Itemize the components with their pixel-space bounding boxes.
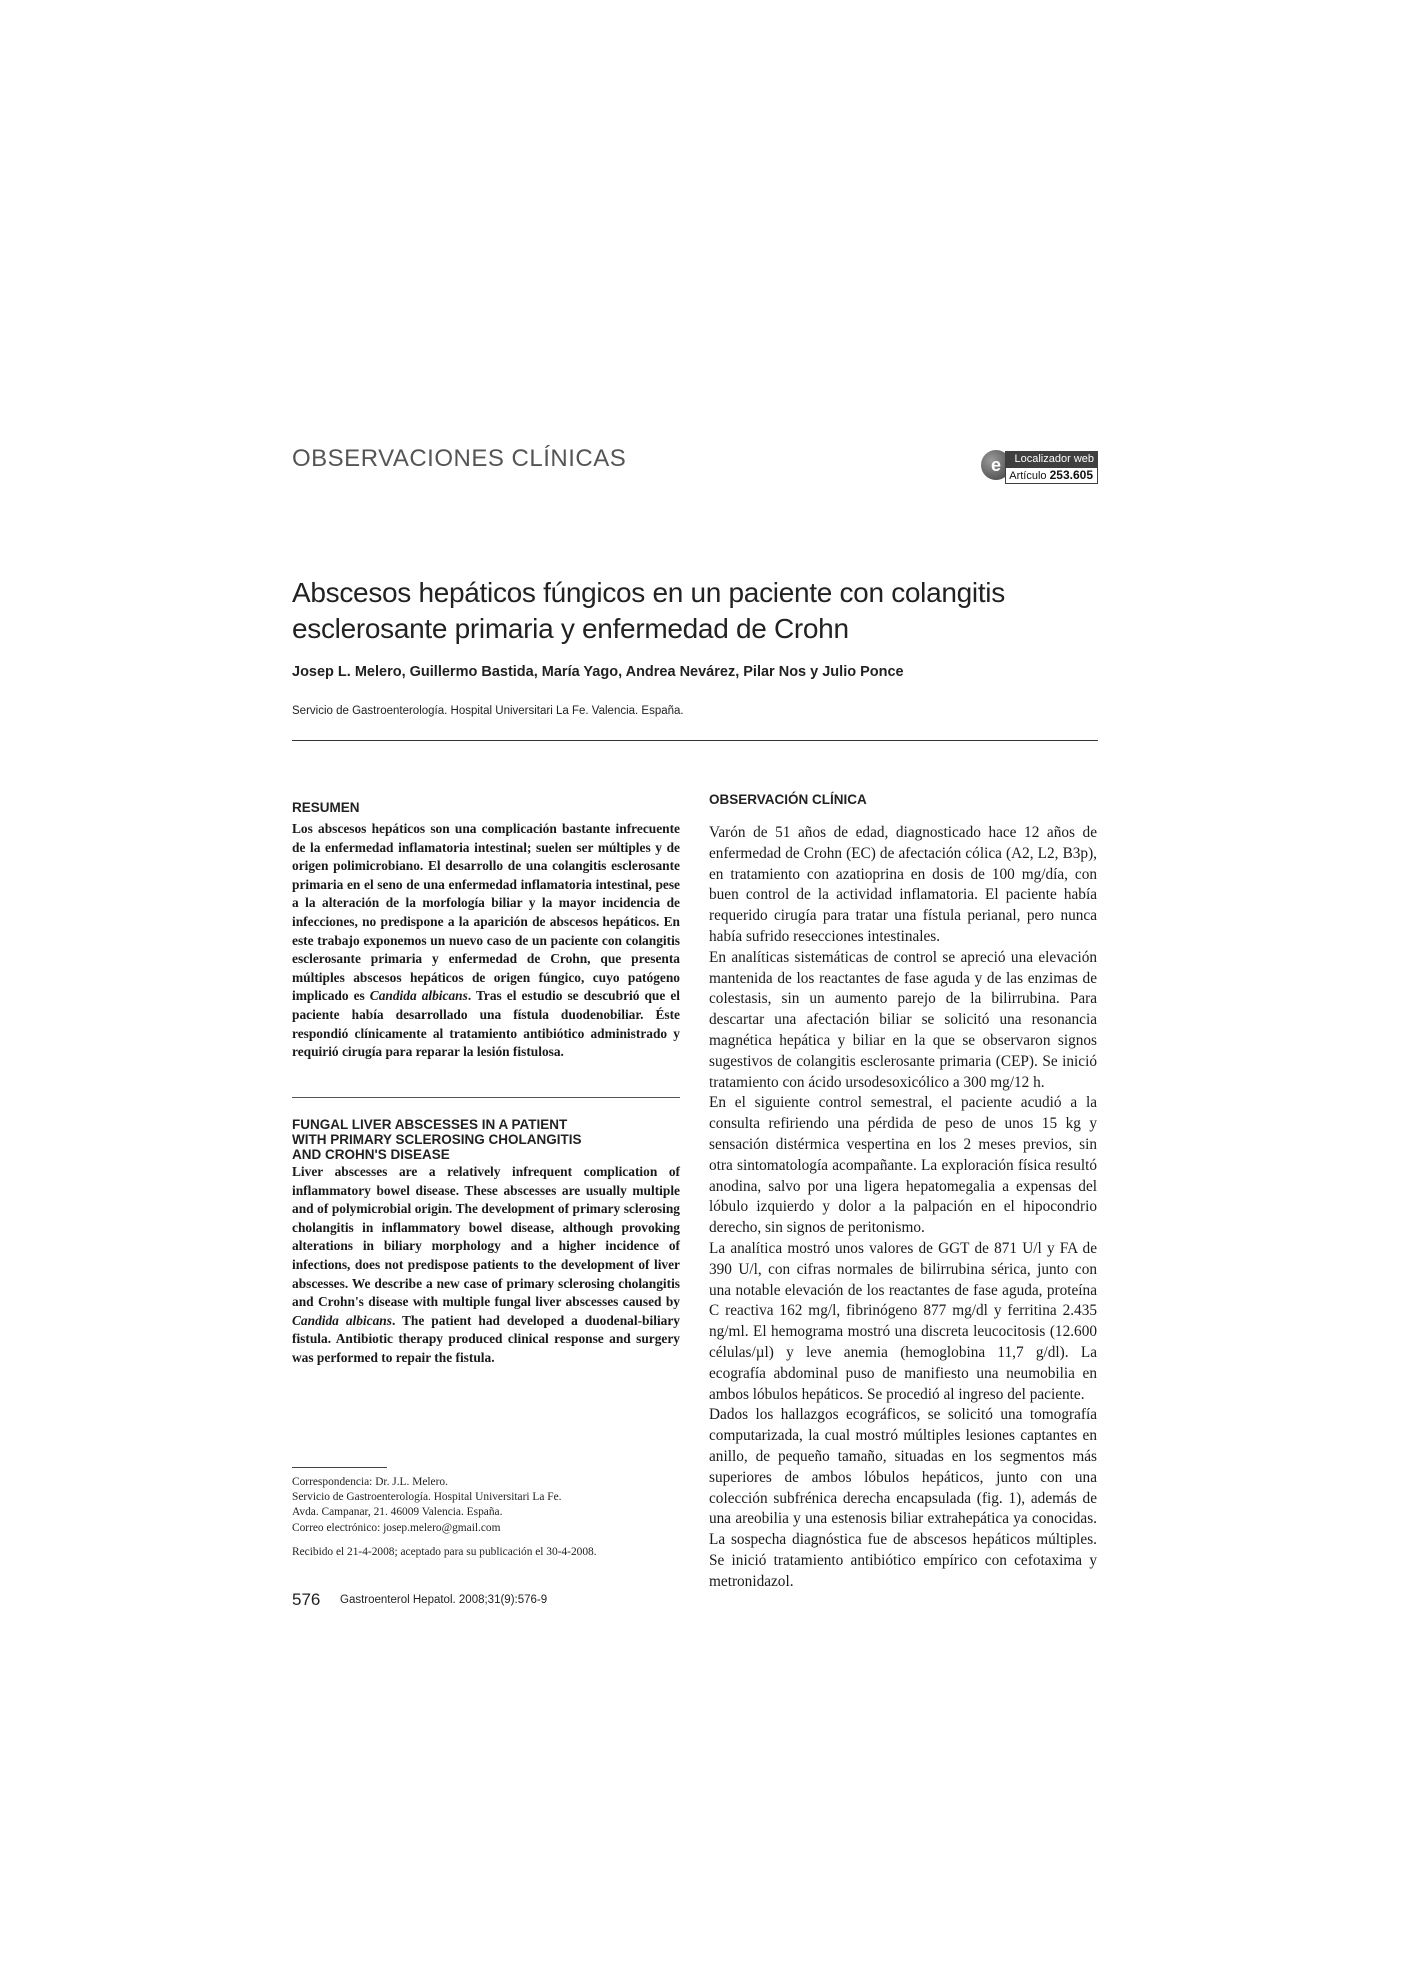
abstract-divider xyxy=(292,1097,680,1098)
observacion-body xyxy=(709,823,1097,1592)
body-paragraph: Dados los hallazgos ecográficos, se solicitó una tomografía computarizada, la cual mostró múltiples lesiones captantes en anillo, de pequeño tamaño, situadas en los segmentos más superiores de ambos lóbulos hepáticos, junto con una colección subfrénica derecha encapsulada (fig. 1), además de una areobilia y una estenosis biliar extrahepática ya conocidas. La sospecha diagnóstica fue de abscesos hepáticos múltiples. Se inició tratamiento antibiótico empírico con cefotaxima y metronidazol. xyxy=(709,1406,1097,1590)
web-locator-badge xyxy=(981,449,1098,486)
header-divider xyxy=(292,740,1098,741)
locator-article-prefix: Artículo xyxy=(1009,470,1047,482)
correspondence-email: Correo electrónico: josep.melero@gmail.com xyxy=(292,1521,501,1534)
summary-heading-line: AND CROHN'S DISEASE xyxy=(292,1147,450,1162)
resumen-text xyxy=(292,820,680,1062)
summary-heading xyxy=(292,1117,582,1162)
correspondence-line: Servicio de Gastroenterología. Hospital Universitari La Fe. xyxy=(292,1491,562,1504)
article-title: Abscesos hepáticos fúngicos en un paciente con colangitis esclerosante primaria y enfermedad de Crohn xyxy=(292,577,1005,644)
locator-article-number: 253.605 xyxy=(1049,468,1093,482)
correspondence-line: Avda. Campanar, 21. 46009 Valencia. España. xyxy=(292,1506,503,1519)
resumen-text-before: Los abscesos hepáticos son una complicación bastante infrecuente de la enfermedad inflamatoria intestinal; suelen ser múltiples y de origen polimicrobiano. El desarrollo de una colangitis esclerosante primaria en el seno de una enfermedad inflamatoria intestinal, pese a la alteración de la morfología biliar y la mayor incidencia de infecciones, no predispone a la aparición de abscesos hepáticos. En este trabajo exponemos un nuevo caso de un paciente con colangitis esclerosante primaria y enfermedad de Crohn, que presenta múltiples abscesos hepáticos de origen fúngico, cuyo patógeno implicado es xyxy=(292,821,680,1004)
summary-heading-line: WITH PRIMARY SCLEROSING CHOLANGITIS xyxy=(292,1132,582,1147)
summary-text xyxy=(292,1163,680,1368)
resumen-italic: Candida albicans xyxy=(369,988,468,1004)
correspondence xyxy=(292,1475,680,1536)
summary-italic: Candida albicans xyxy=(292,1312,392,1328)
observacion-heading: OBSERVACIÓN CLÍNICA xyxy=(709,792,867,807)
received-dates: Recibido el 21-4-2008; aceptado para su publicación el 30-4-2008. xyxy=(292,1546,597,1558)
summary-heading-line: FUNGAL LIVER ABSCESSES IN A PATIENT xyxy=(292,1117,568,1132)
summary-text-before: Liver abscesses are a relatively infrequent complication of inflammatory bowel disease. These abscesses are usually multiple and of polymicrobial origin. The development of primary sclerosing cholangitis in inflammatory bowel disease, although provoking alterations in biliary morphology and a higher incidence of infections, does not predispose patients to the development of liver abscesses. We describe a new case of primary sclerosing cholangitis and Crohn's disease with multiple fungal liver abscesses caused by xyxy=(292,1164,680,1310)
footnote-divider xyxy=(292,1467,387,1468)
page-number: 576 xyxy=(292,1590,321,1609)
locator-label: Localizador web xyxy=(1005,451,1098,467)
journal-citation: Gastroenterol Hepatol. 2008;31(9):576-9 xyxy=(340,1594,548,1606)
locator-e-icon: e xyxy=(981,450,1011,480)
body-paragraph: Varón de 51 años de edad, diagnosticado hace 12 años de enfermedad de Crohn (EC) de afectación cólica (A2, L2, B3p), en tratamiento con azatioprina en dosis de 100 mg/día, con buen control de la actividad inflamatoria. El paciente había requerido cirugía para tratar una fístula perianal, pero nunca había sufrido resecciones intestinales. xyxy=(709,824,1097,945)
resumen-text-after: . Tras el estudio se descubrió que el paciente había desarrollado una fístula duodenobiliar. Éste respondió clínicamente al tratamiento antibiótico administrado y requirió cirugía para reparar la lesión fistulosa. xyxy=(292,988,680,1060)
body-paragraph: En el siguiente control semestral, el paciente acudió a la consulta refiriendo una pérdida de peso de unos 15 kg y sensación distérmica vespertina en los 2 meses previos, sin otra sintomatología acompañante. La exploración física resultó anodina, salvo por una ligera hepatomegalia a expensas del lóbulo izquierdo y dolor a la palpación en el hipocondrio derecho, sin signos de peritonismo. xyxy=(709,1094,1097,1237)
body-paragraph: La analítica mostró unos valores de GGT de 871 U/l y FA de 390 U/l, con cifras normales de bilirrubina sérica, junto con una notable elevación de los reactantes de fase aguda, proteína C reactiva 162 mg/l, fibrinógeno 877 mg/dl y ferritina 2.435 ng/ml. El hemograma mostró una discreta leucocitosis (12.600 células/µl) y leve anemia (hemoglobina 11,7 g/dl). La ecografía abdominal puso de manifiesto una neumobilia en ambos lóbulos hepáticos. Se procedió al ingreso del paciente. xyxy=(709,1239,1097,1403)
resumen-heading: RESUMEN xyxy=(292,800,360,815)
correspondence-line: Correspondencia: Dr. J.L. Melero. xyxy=(292,1476,448,1488)
locator-article xyxy=(1005,467,1098,484)
summary-text-after: . The patient had developed a duodenal-biliary fistula. Antibiotic therapy produced clinical response and surgery was performed to repair the fistula. xyxy=(292,1312,681,1365)
affiliation: Servicio de Gastroenterología. Hospital Universitari La Fe. Valencia. España. xyxy=(292,705,684,717)
section-label: OBSERVACIONES CLÍNICAS xyxy=(292,445,627,472)
body-paragraph: En analíticas sistemáticas de control se apreció una elevación mantenida de los reactantes de fase aguda y de las enzimas de colestasis, sin un aumento parejo de la bilirrubina. Para descartar una afectación biliar se solicitó una resonancia magnética hepática y biliar en la que se observaron signos sugestivos de colangitis esclerosante primaria (CEP). Se inició tratamiento con ácido ursodesoxicólico a 300 mg/12 h. xyxy=(709,948,1097,1091)
authors: Josep L. Melero, Guillermo Bastida, María Yago, Andrea Nevárez, Pilar Nos y Julio Ponce xyxy=(292,664,904,680)
